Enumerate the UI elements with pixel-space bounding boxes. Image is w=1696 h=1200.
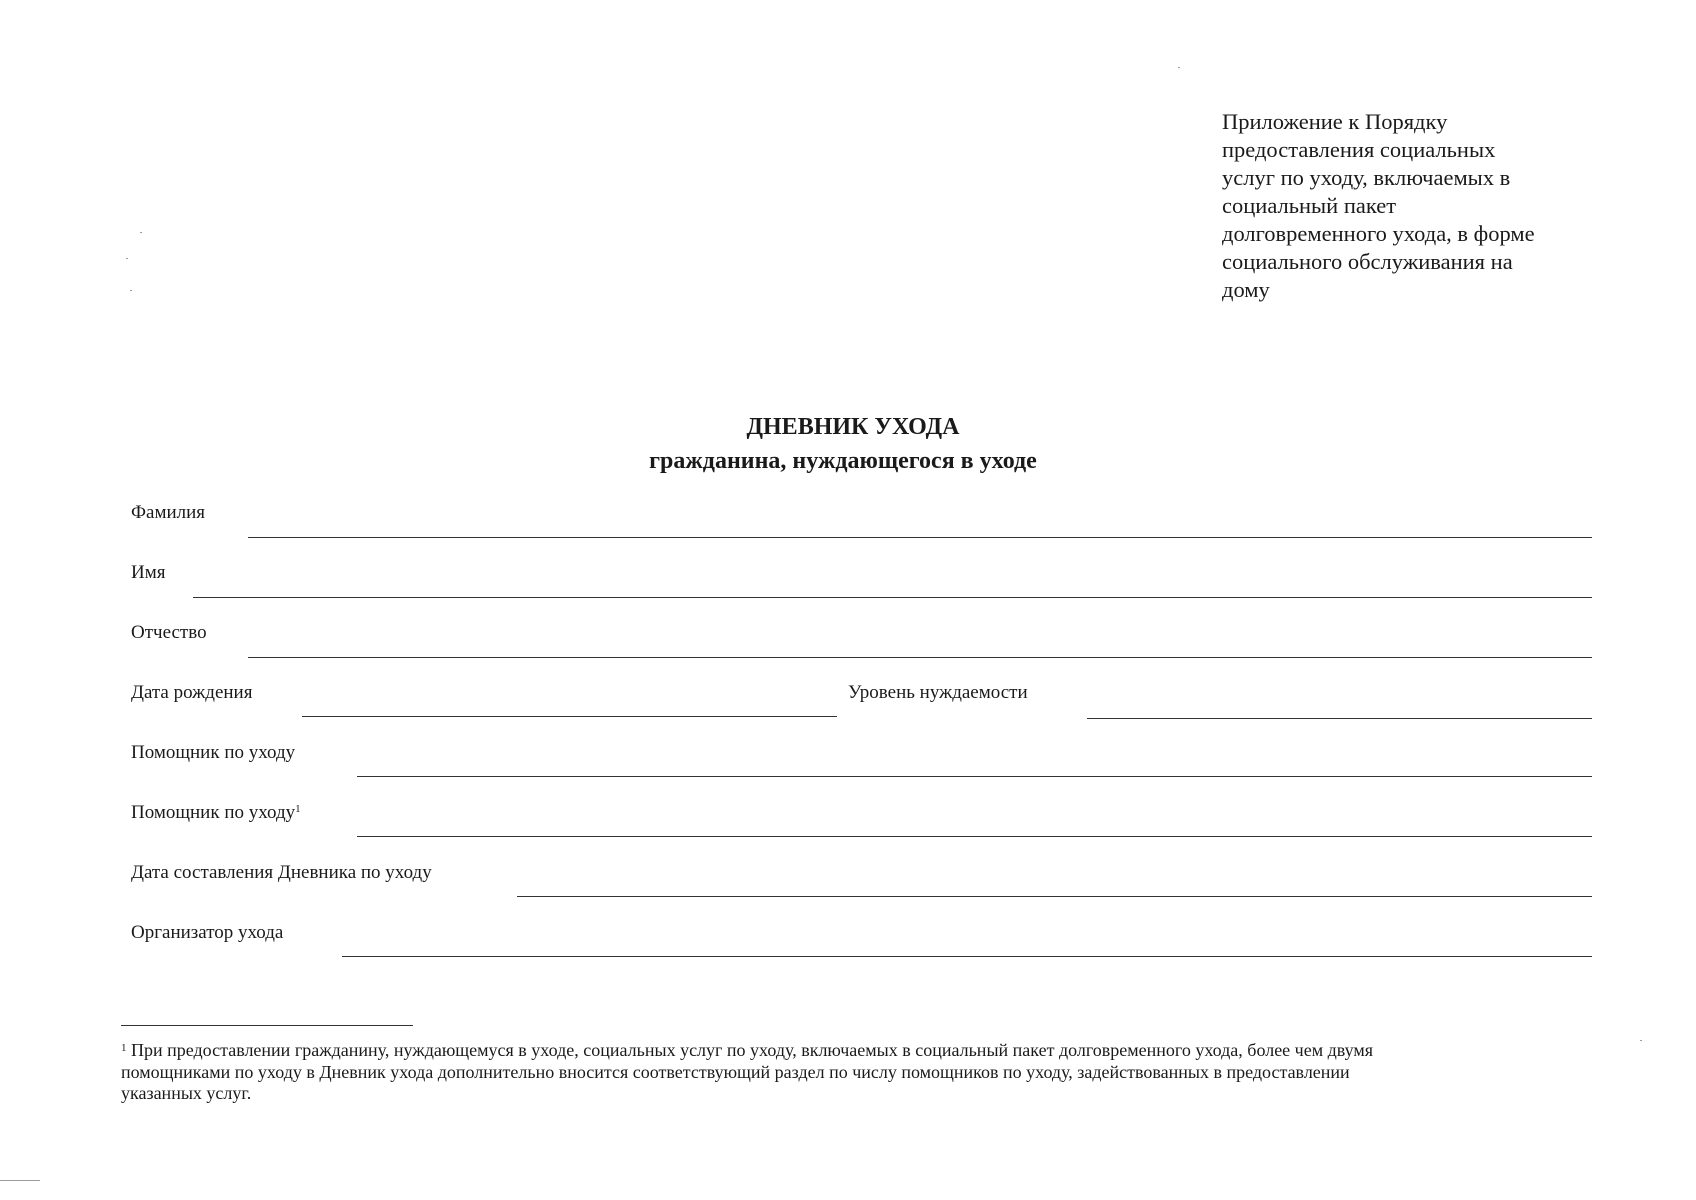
assistant-label: Помощник по уходу <box>131 742 296 763</box>
assistant-2-label-text: Помощник по уходу <box>131 802 296 823</box>
appendix-line: предоставления социальных <box>1222 137 1496 162</box>
scan-speck <box>140 232 142 233</box>
footnote-mark: 1 <box>121 1042 127 1054</box>
name-label: Имя <box>131 562 166 583</box>
surname-field[interactable] <box>248 537 1592 538</box>
title-main: ДНЕВНИК УХОДА <box>746 414 960 440</box>
appendix-line: долговременного ухода, в форме <box>1222 221 1535 246</box>
footnote-line-text: При предоставлении гражданину, нуждающемуся в уходе, социальных услуг по уходу, включаемых в социальный пакет долговременного ухода, более чем двумя <box>131 1040 1374 1060</box>
scan-speck <box>130 290 132 291</box>
need-level-field[interactable] <box>1087 718 1592 719</box>
footnote-line-3: указанных услуг. <box>121 1083 252 1103</box>
birth-date-label: Дата рождения <box>131 682 253 703</box>
appendix-note <box>1222 108 1582 304</box>
assistant-2-field[interactable] <box>357 836 1592 837</box>
patronymic-field[interactable] <box>248 657 1592 658</box>
scan-speck <box>126 258 128 259</box>
appendix-line: социальный пакет <box>1222 193 1397 218</box>
need-level-label: Уровень нуждаемости <box>848 682 1028 703</box>
footnote-line-1 <box>121 1040 1561 1062</box>
assistant-2-label <box>131 802 301 824</box>
appendix-line: социального обслуживания на <box>1222 249 1513 274</box>
surname-label: Фамилия <box>131 502 206 523</box>
name-field[interactable] <box>193 597 1592 598</box>
footnote-line-2: помощниками по уходу в Дневник ухода дополнительно вносится соответствующий раздел по числу помощников по уходу, задействованных в предоставлении <box>121 1061 1350 1082</box>
scan-speck <box>1178 67 1180 68</box>
appendix-line: Приложение к Порядку <box>1222 109 1448 134</box>
organizer-label: Организатор ухода <box>131 922 284 943</box>
appendix-line: дому <box>1222 277 1270 302</box>
patronymic-label: Отчество <box>131 622 207 643</box>
appendix-line: услуг по уходу, включаемых в <box>1222 165 1511 190</box>
scan-speck <box>0 1180 40 1181</box>
footnote <box>121 1040 1561 1105</box>
footnote-reference: 1 <box>295 803 301 815</box>
diary-date-label: Дата составления Дневника по уходу <box>131 862 432 883</box>
birth-date-field[interactable] <box>302 716 837 717</box>
document-title <box>0 410 1696 478</box>
assistant-field[interactable] <box>357 776 1592 777</box>
scan-speck <box>1640 1040 1642 1041</box>
title-subtitle: гражданина, нуждающегося в уходе <box>649 448 1037 474</box>
diary-date-field[interactable] <box>517 896 1592 897</box>
footnote-separator <box>121 1025 413 1026</box>
organizer-field[interactable] <box>342 956 1592 957</box>
